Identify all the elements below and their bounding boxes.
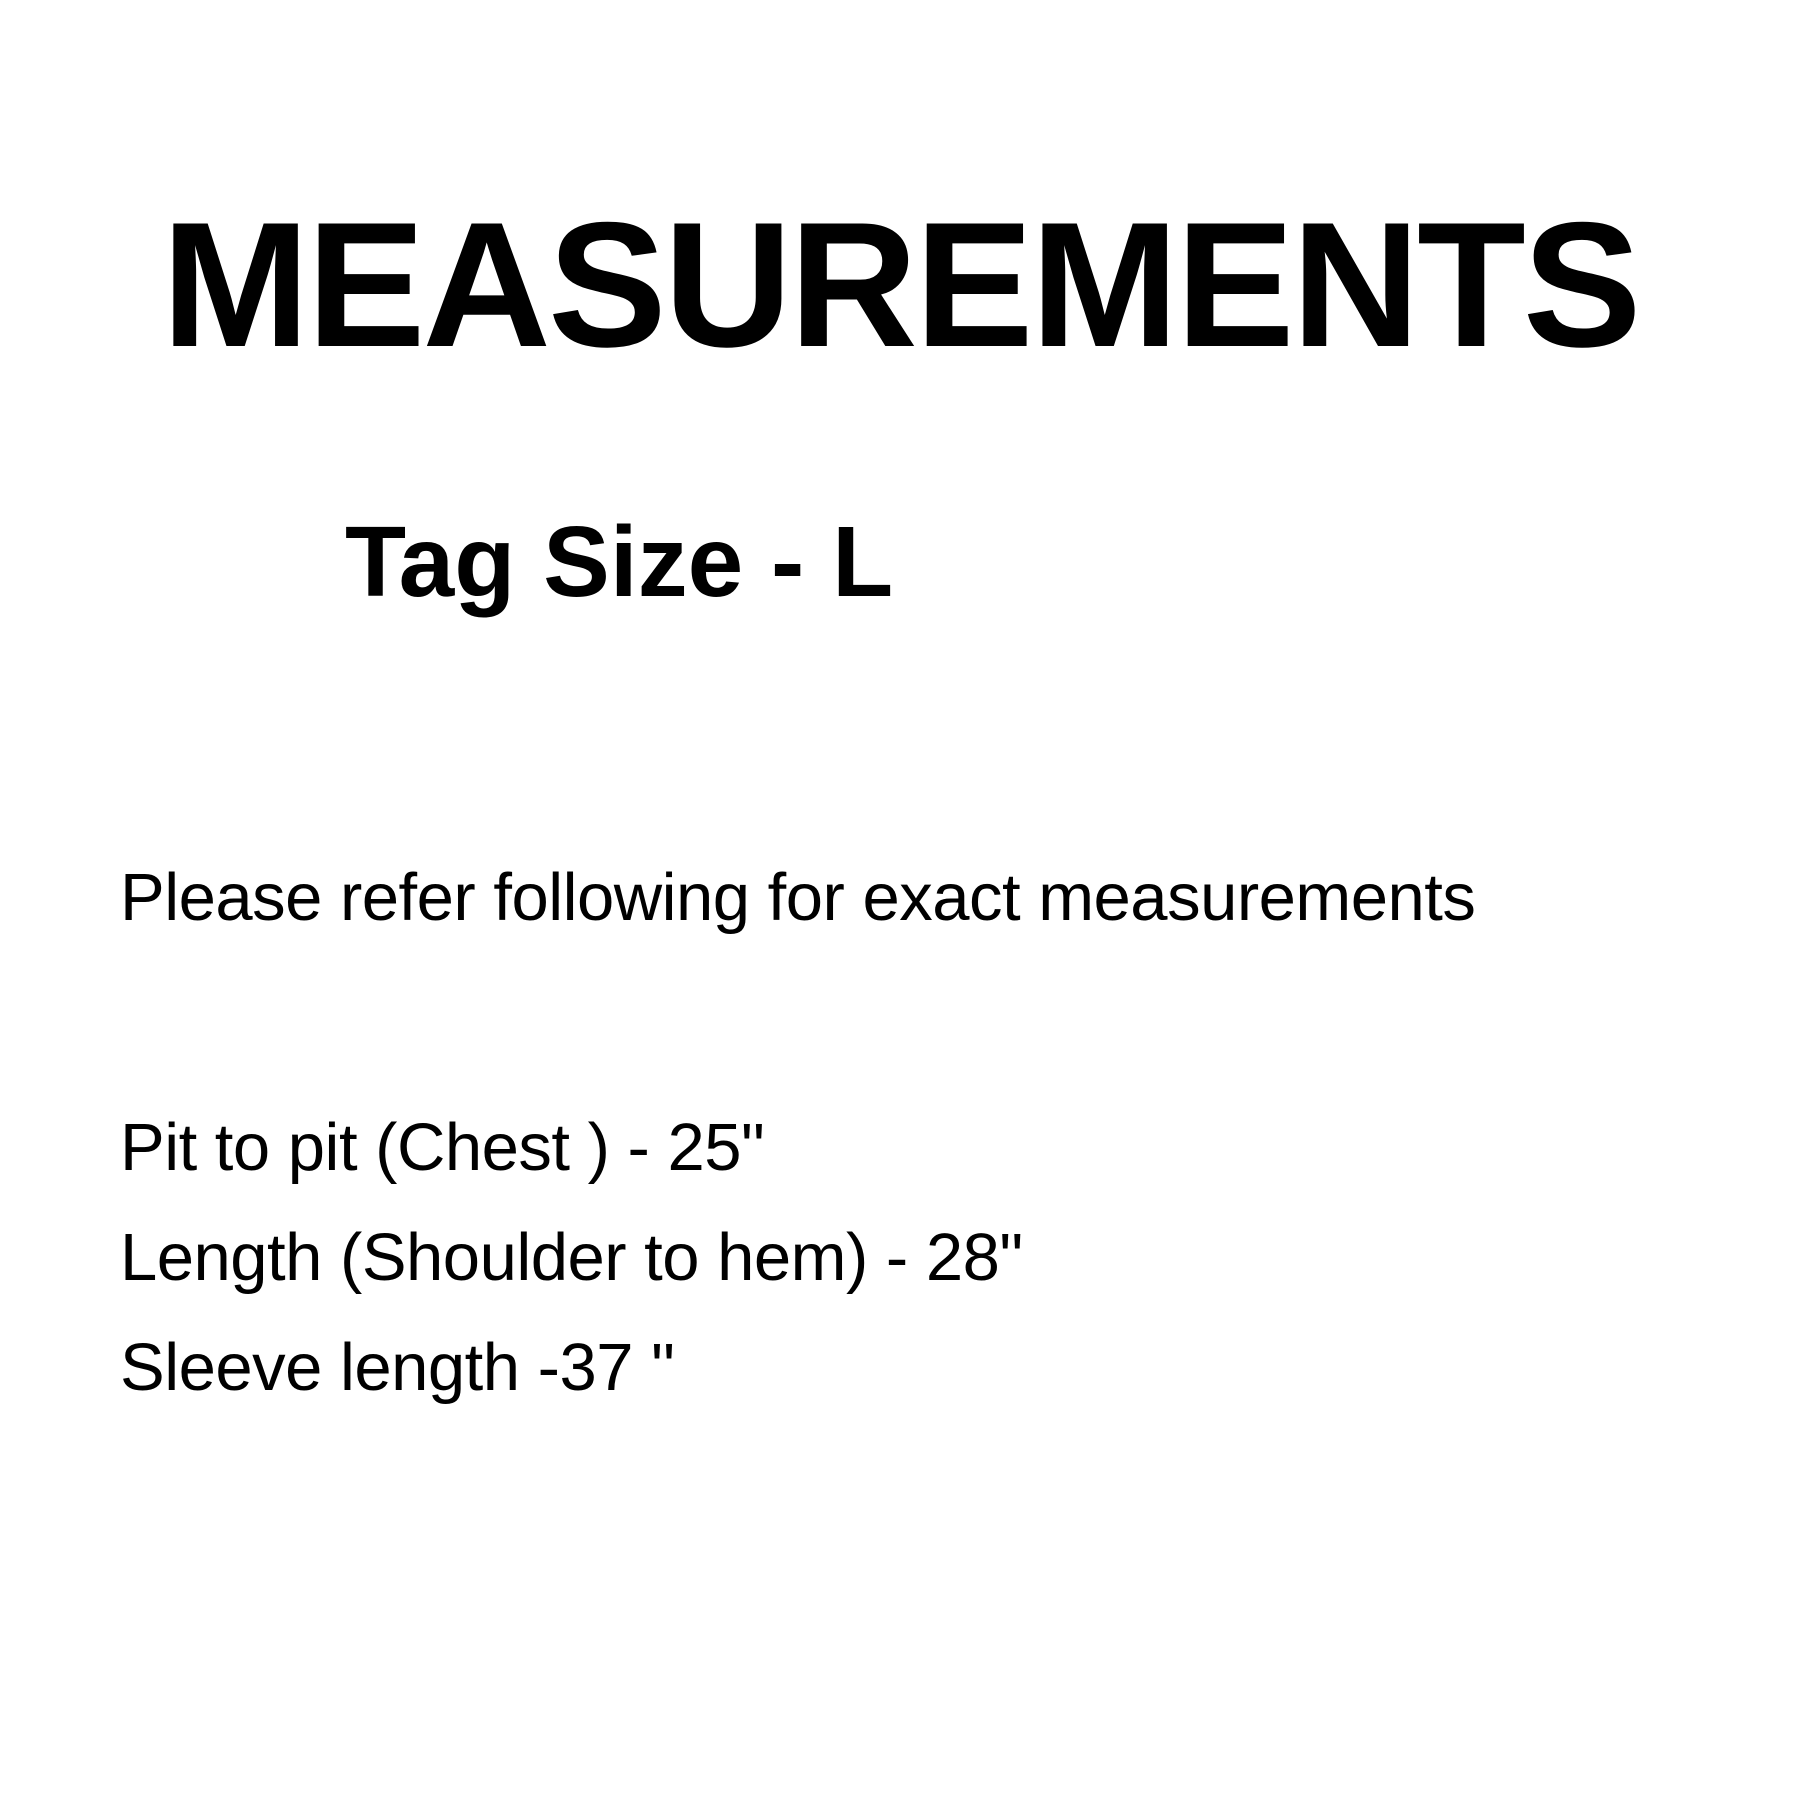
intro-text: Please refer following for exact measurements: [120, 860, 1476, 935]
tag-size-label: Tag Size - L: [345, 506, 894, 618]
measurement-line-sleeve: Sleeve length -37 ": [120, 1330, 675, 1405]
measurement-line-length: Length (Shoulder to hem) - 28": [120, 1220, 1023, 1295]
measurements-list: [120, 1093, 1680, 1423]
page-title: MEASUREMENTS: [161, 185, 1639, 384]
measurement-line-chest: Pit to pit (Chest ) - 25": [120, 1110, 765, 1185]
